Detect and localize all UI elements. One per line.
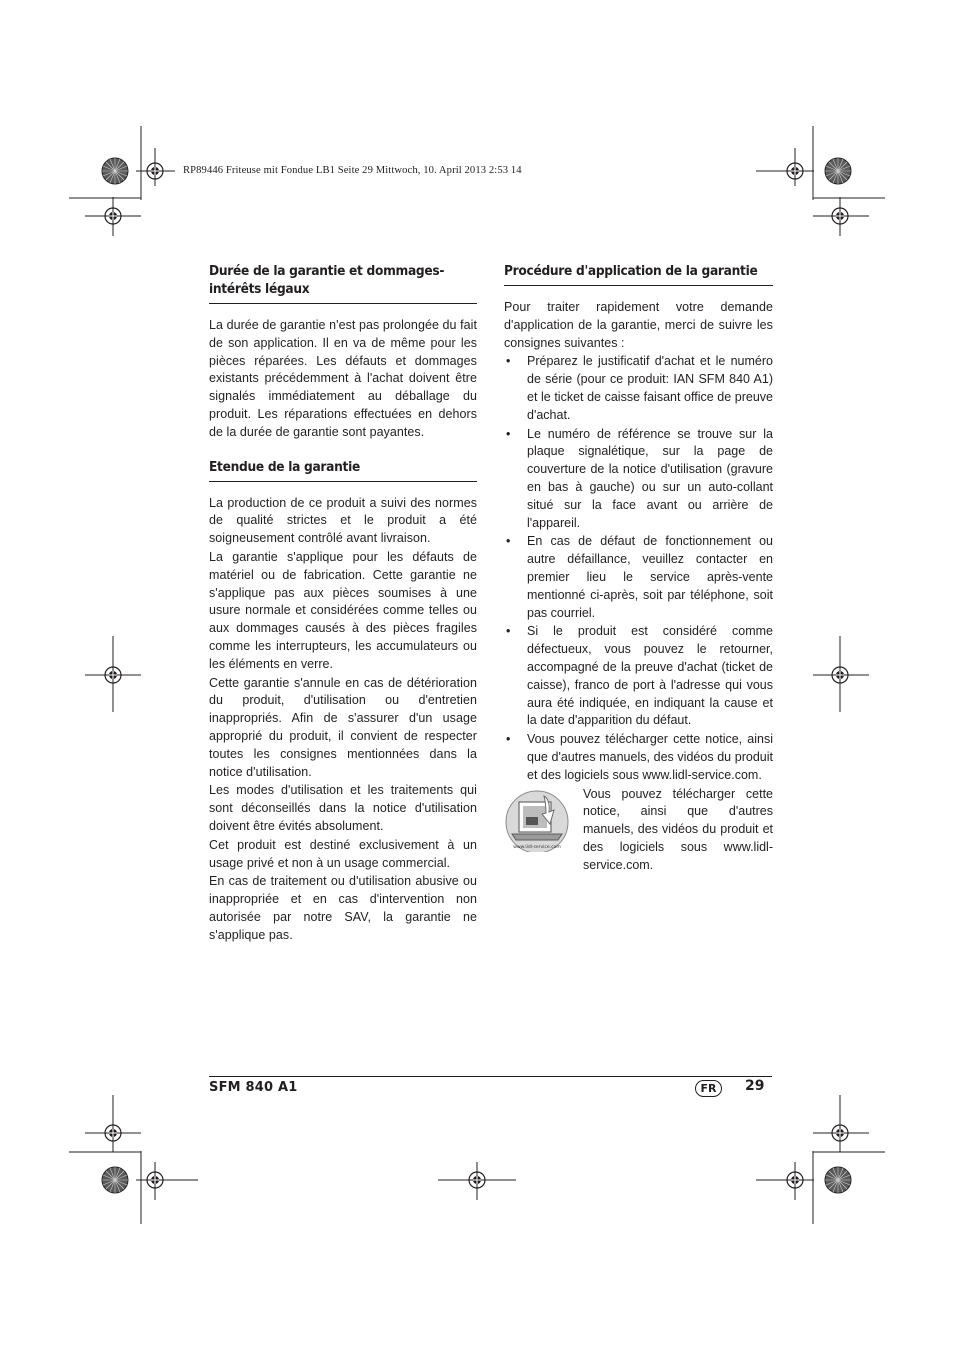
tip-text: Vous pouvez télécharger cette notice, ainsi que d'autres manuels, des vidéos du produit et des logiciels sous www.lidl-service.com. xyxy=(583,786,773,872)
list-item-text: Le numéro de référence se trouve sur la plaque signalétique, sur la page de couverture de la notice d'utilisation (gravure en bas à gauche) ou sur un auto-collant situé sur la face avant ou arrière de l'appareil. xyxy=(527,426,773,530)
paragraph-scope-4: Les modes d'utilisation et les traitements qui sont déconseillés dans la notice d'utilisation doivent être évités absolument. xyxy=(209,783,477,833)
list-item xyxy=(504,353,773,424)
left-column xyxy=(209,262,477,946)
paragraph-scope-1: La production de ce produit a suivi des normes de qualité strictes et le produit a été soigneusement contrôlé avant livraison. xyxy=(209,495,477,546)
bullet-symbol: • xyxy=(506,624,511,639)
list-item-text: En cas de défaut de fonctionnement ou autre défaillance, veuillez contacter en premier lieu le service après-vente mentionné ci-après, soit par téléphone, soit pas courriel. xyxy=(527,534,773,620)
list-item-text: Préparez le justificatif d'achat et le numéro de série (pour ce produit: IAN SFM 840 A1) et le ticket de caisse faisant office de preuve d'achat. xyxy=(527,354,773,422)
right-column xyxy=(504,262,773,876)
paragraph-warranty-duration: La durée de garantie n'est pas prolongée du fait de son application. Il en va de même pour les pièces réparées. Les défauts et dommages existants précédemment à l'achat doivent être signalés immédiatement au déballage du produit. Les réparations effectuées en dehors de la durée de garantie sont payantes. xyxy=(209,318,477,439)
paragraph-procedure-intro: Pour traiter rapidement votre demande d'application de la garantie, merci de suivre les consignes suivantes : xyxy=(504,300,773,350)
paragraph-scope-3: Cette garantie s'annule en cas de détérioration du produit, d'utilisation ou d'entretien inappropriés. Afin de s'assurer d'un usage approprié du produit, il convient de respecter toutes les consignes mentionnées dans la notice d'utilisation. xyxy=(209,675,477,779)
print-header: RP89446 Friteuse mit Fondue LB1 Seite 29 Mittwoch, 10. April 2013 2:53 14 xyxy=(183,165,522,176)
list-item xyxy=(504,623,773,730)
heading-warranty-procedure: Procédure d'application de la garantie xyxy=(504,262,773,286)
footer-rule xyxy=(209,1076,772,1077)
page-number: 29 xyxy=(745,1078,765,1094)
download-tip xyxy=(504,786,773,876)
model-number: SFM 840 A1 xyxy=(209,1080,298,1095)
paragraph-scope-6: En cas de traitement ou d'utilisation abusive ou inappropriée et en cas d'intervention non autorisée par notre SAV, la garantie ne s'applique pas. xyxy=(209,874,477,942)
heading-warranty-duration: Durée de la garantie et dommages-intérêts légaux xyxy=(209,262,477,304)
laptop-download-icon xyxy=(504,790,574,852)
icon-caption: www.lidl-service.com xyxy=(513,844,561,850)
bullet-symbol: • xyxy=(506,732,511,747)
paragraph-scope-5: Cet produit est destiné exclusivement à un usage privé et non à un usage commercial. xyxy=(209,837,477,870)
list-item xyxy=(504,731,773,784)
list-item xyxy=(504,426,773,533)
bullet-symbol: • xyxy=(506,426,511,441)
list-item xyxy=(504,533,773,622)
list-item-text: Si le produit est considéré comme défectueux, vous pouvez le retourner, accompagné de la preuve d'achat (ticket de caisse), franco de port à l'adresse qui vous aura été indiquée, en indiquant la cause et la date d'apparition du défaut. xyxy=(527,624,773,728)
paragraph-scope-2: La garantie s'applique pour les défauts de matériel ou de fabrication. Cette garantie ne s'applique pas aux pièces soumises à une usure normale et considérées comme telles ou aux dommages causés à des pièces fragiles comme les interrupteurs, les accumulateurs ou les éléments en verre. xyxy=(209,549,477,671)
bullet-symbol: • xyxy=(506,354,511,369)
heading-warranty-scope: Etendue de la garantie xyxy=(209,458,477,482)
procedure-list xyxy=(504,353,773,784)
language-badge: FR xyxy=(695,1080,722,1097)
list-item-text: Vous pouvez télécharger cette notice, ainsi que d'autres manuels, des vidéos du produit et des logiciels sous www.lidl-service.com. xyxy=(527,732,773,782)
bullet-symbol: • xyxy=(506,534,511,549)
